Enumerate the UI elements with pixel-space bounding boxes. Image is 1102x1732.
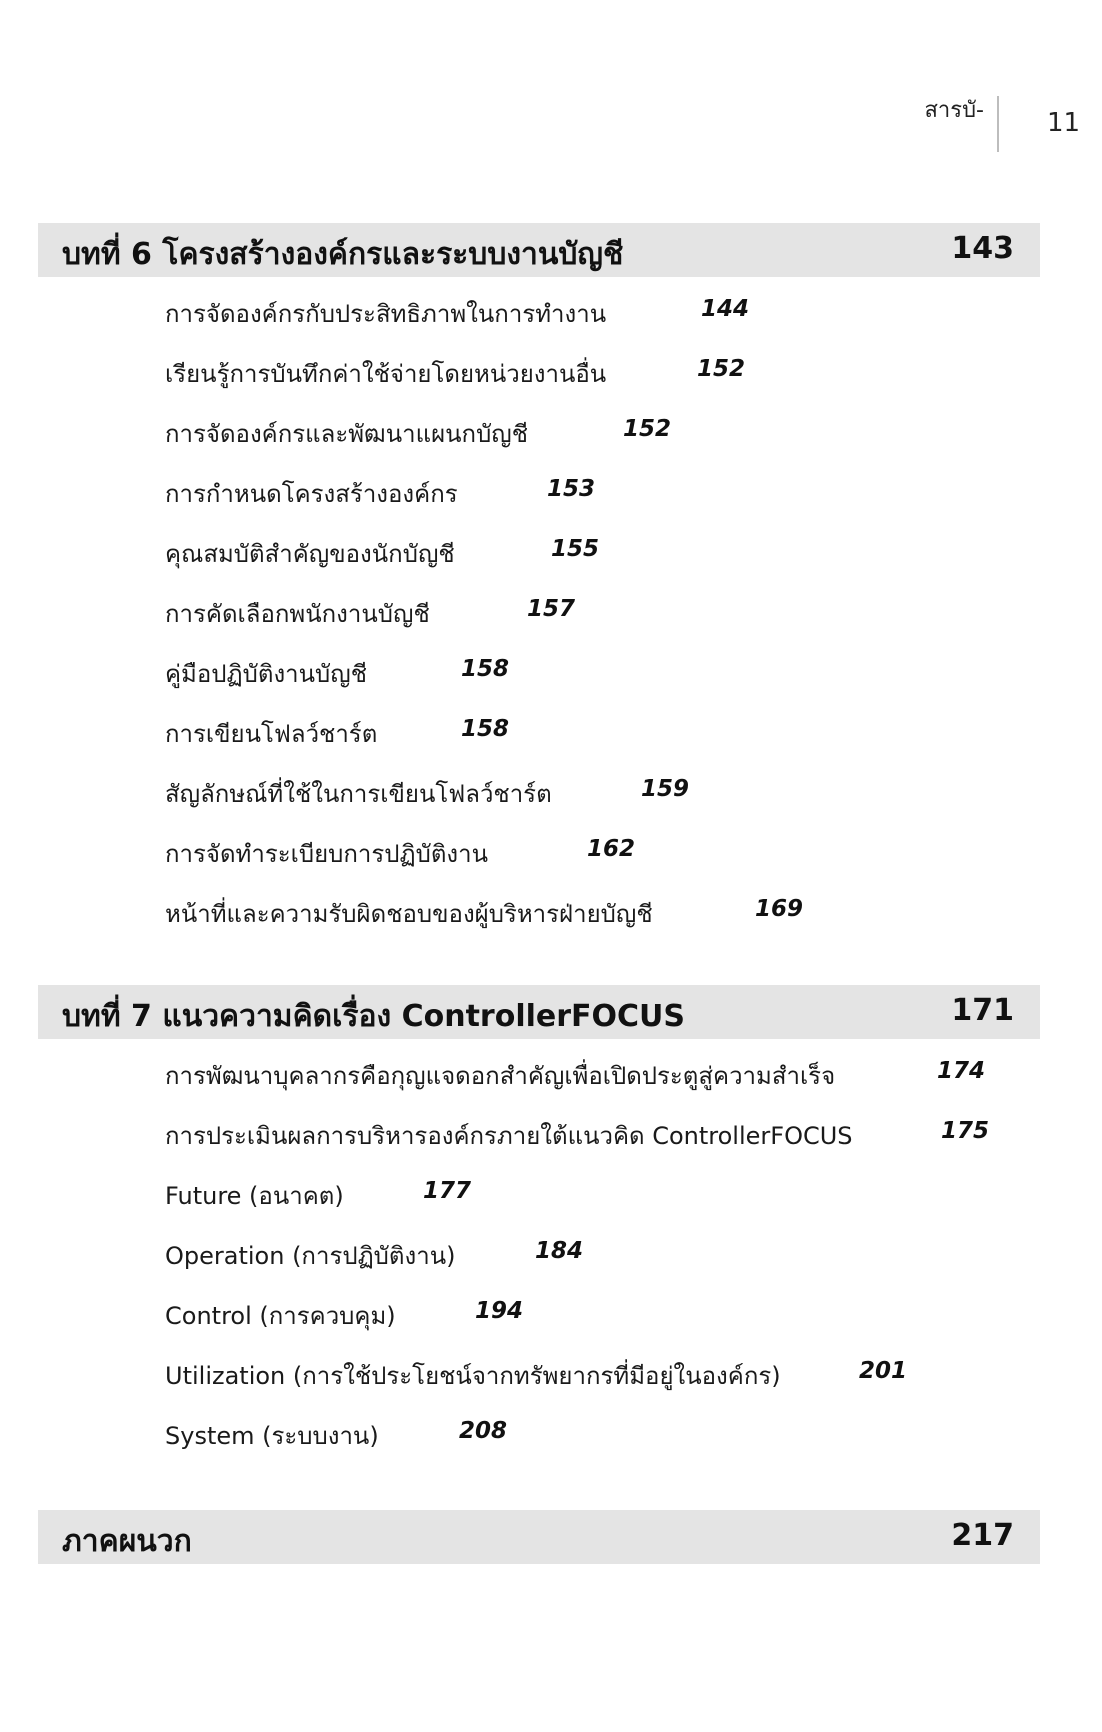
toc-entry-page: 157 [527, 596, 576, 622]
toc-entry-title: การกำหนดโครงสร้างองค์กร [165, 480, 458, 508]
toc-entry-title: สัญลักษณ์ที่ใช้ในการเขียนโฟลว์ชาร์ต [165, 780, 552, 808]
toc-entry-title: คู่มือปฏิบัติงานบัญชี [165, 660, 368, 688]
toc-entry-page: 144 [701, 296, 750, 322]
toc-entry-page: 162 [587, 836, 636, 862]
toc-entry-page: 152 [623, 416, 672, 442]
toc-entry-page: 194 [475, 1298, 524, 1324]
toc-entry-title: การเขียนโฟลว์ชาร์ต [165, 720, 378, 748]
toc-entry-page: 152 [697, 356, 746, 382]
toc-entry-title: Operation (การปฏิบัติงาน) [165, 1242, 456, 1270]
page-number: 11 [1047, 108, 1081, 138]
toc-entry-page: 153 [547, 476, 596, 502]
toc-entry-title: Utilization (การใช้ประโยชน์จากทรัพยากรที่มีอยู่ในองค์กร) [165, 1362, 781, 1390]
toc-entry-title: หน้าที่และความรับผิดชอบของผู้บริหารฝ่ายบัญชี [165, 900, 653, 928]
toc-entry-page: 201 [859, 1358, 908, 1384]
chapter-page-number: 143 [951, 231, 1014, 266]
toc-entry-page: 177 [423, 1178, 472, 1204]
toc-entry-page: 174 [937, 1058, 986, 1084]
toc-entry-page: 158 [461, 716, 510, 742]
toc-entry-title: System (ระบบงาน) [165, 1422, 379, 1450]
toc-entry-title: การจัดองค์กรและพัฒนาแผนกบัญชี [165, 420, 529, 448]
appendix-heading[interactable] [38, 1510, 1040, 1564]
header-section-title: สารบั- [924, 98, 984, 123]
toc-entry-title: การพัฒนาบุคลากรคือกุญแจดอกสำคัญเพื่อเปิดประตูสู่ความสำเร็จ [165, 1062, 836, 1090]
chapter-heading-6[interactable] [38, 223, 1040, 277]
toc-entry-title: การประเมินผลการบริหารองค์กรภายใต้แนวคิด ControllerFOCUS [165, 1122, 853, 1150]
header-divider [997, 96, 999, 152]
toc-entry-title: Control (การควบคุม) [165, 1302, 396, 1330]
toc-entry-title: การจัดองค์กรกับประสิทธิภาพในการทำงาน [165, 300, 607, 328]
chapter-heading-7[interactable] [38, 985, 1040, 1039]
chapter-page-number: 171 [951, 993, 1014, 1028]
toc-entry-page: 208 [459, 1418, 508, 1444]
toc-entry-title: การจัดทำระเบียบการปฏิบัติงาน [165, 840, 489, 868]
toc-entry-page: 184 [535, 1238, 584, 1264]
toc-entry-title: คุณสมบัติสำคัญของนักบัญชี [165, 540, 455, 568]
toc-entry-page: 158 [461, 656, 510, 682]
toc-entry-page: 159 [641, 776, 690, 802]
chapter-title: บทที่ 7 แนวความคิดเรื่อง ControllerFOCUS [62, 999, 686, 1034]
running-header [0, 90, 1102, 160]
chapter-title: บทที่ 6 โครงสร้างองค์กรและระบบงานบัญชี [62, 237, 624, 272]
toc-entry-title: Future (อนาคต) [165, 1182, 344, 1210]
chapter-title: ภาคผนวก [62, 1524, 192, 1559]
chapter-page-number: 217 [951, 1518, 1014, 1553]
toc-entry-page: 169 [755, 896, 804, 922]
toc-entry-page: 155 [551, 536, 600, 562]
toc-entry-title: การคัดเลือกพนักงานบัญชี [165, 600, 430, 628]
toc-entry-page: 175 [941, 1118, 990, 1144]
toc-entry-title: เรียนรู้การบันทึกค่าใช้จ่ายโดยหน่วยงานอื่น [165, 360, 607, 388]
